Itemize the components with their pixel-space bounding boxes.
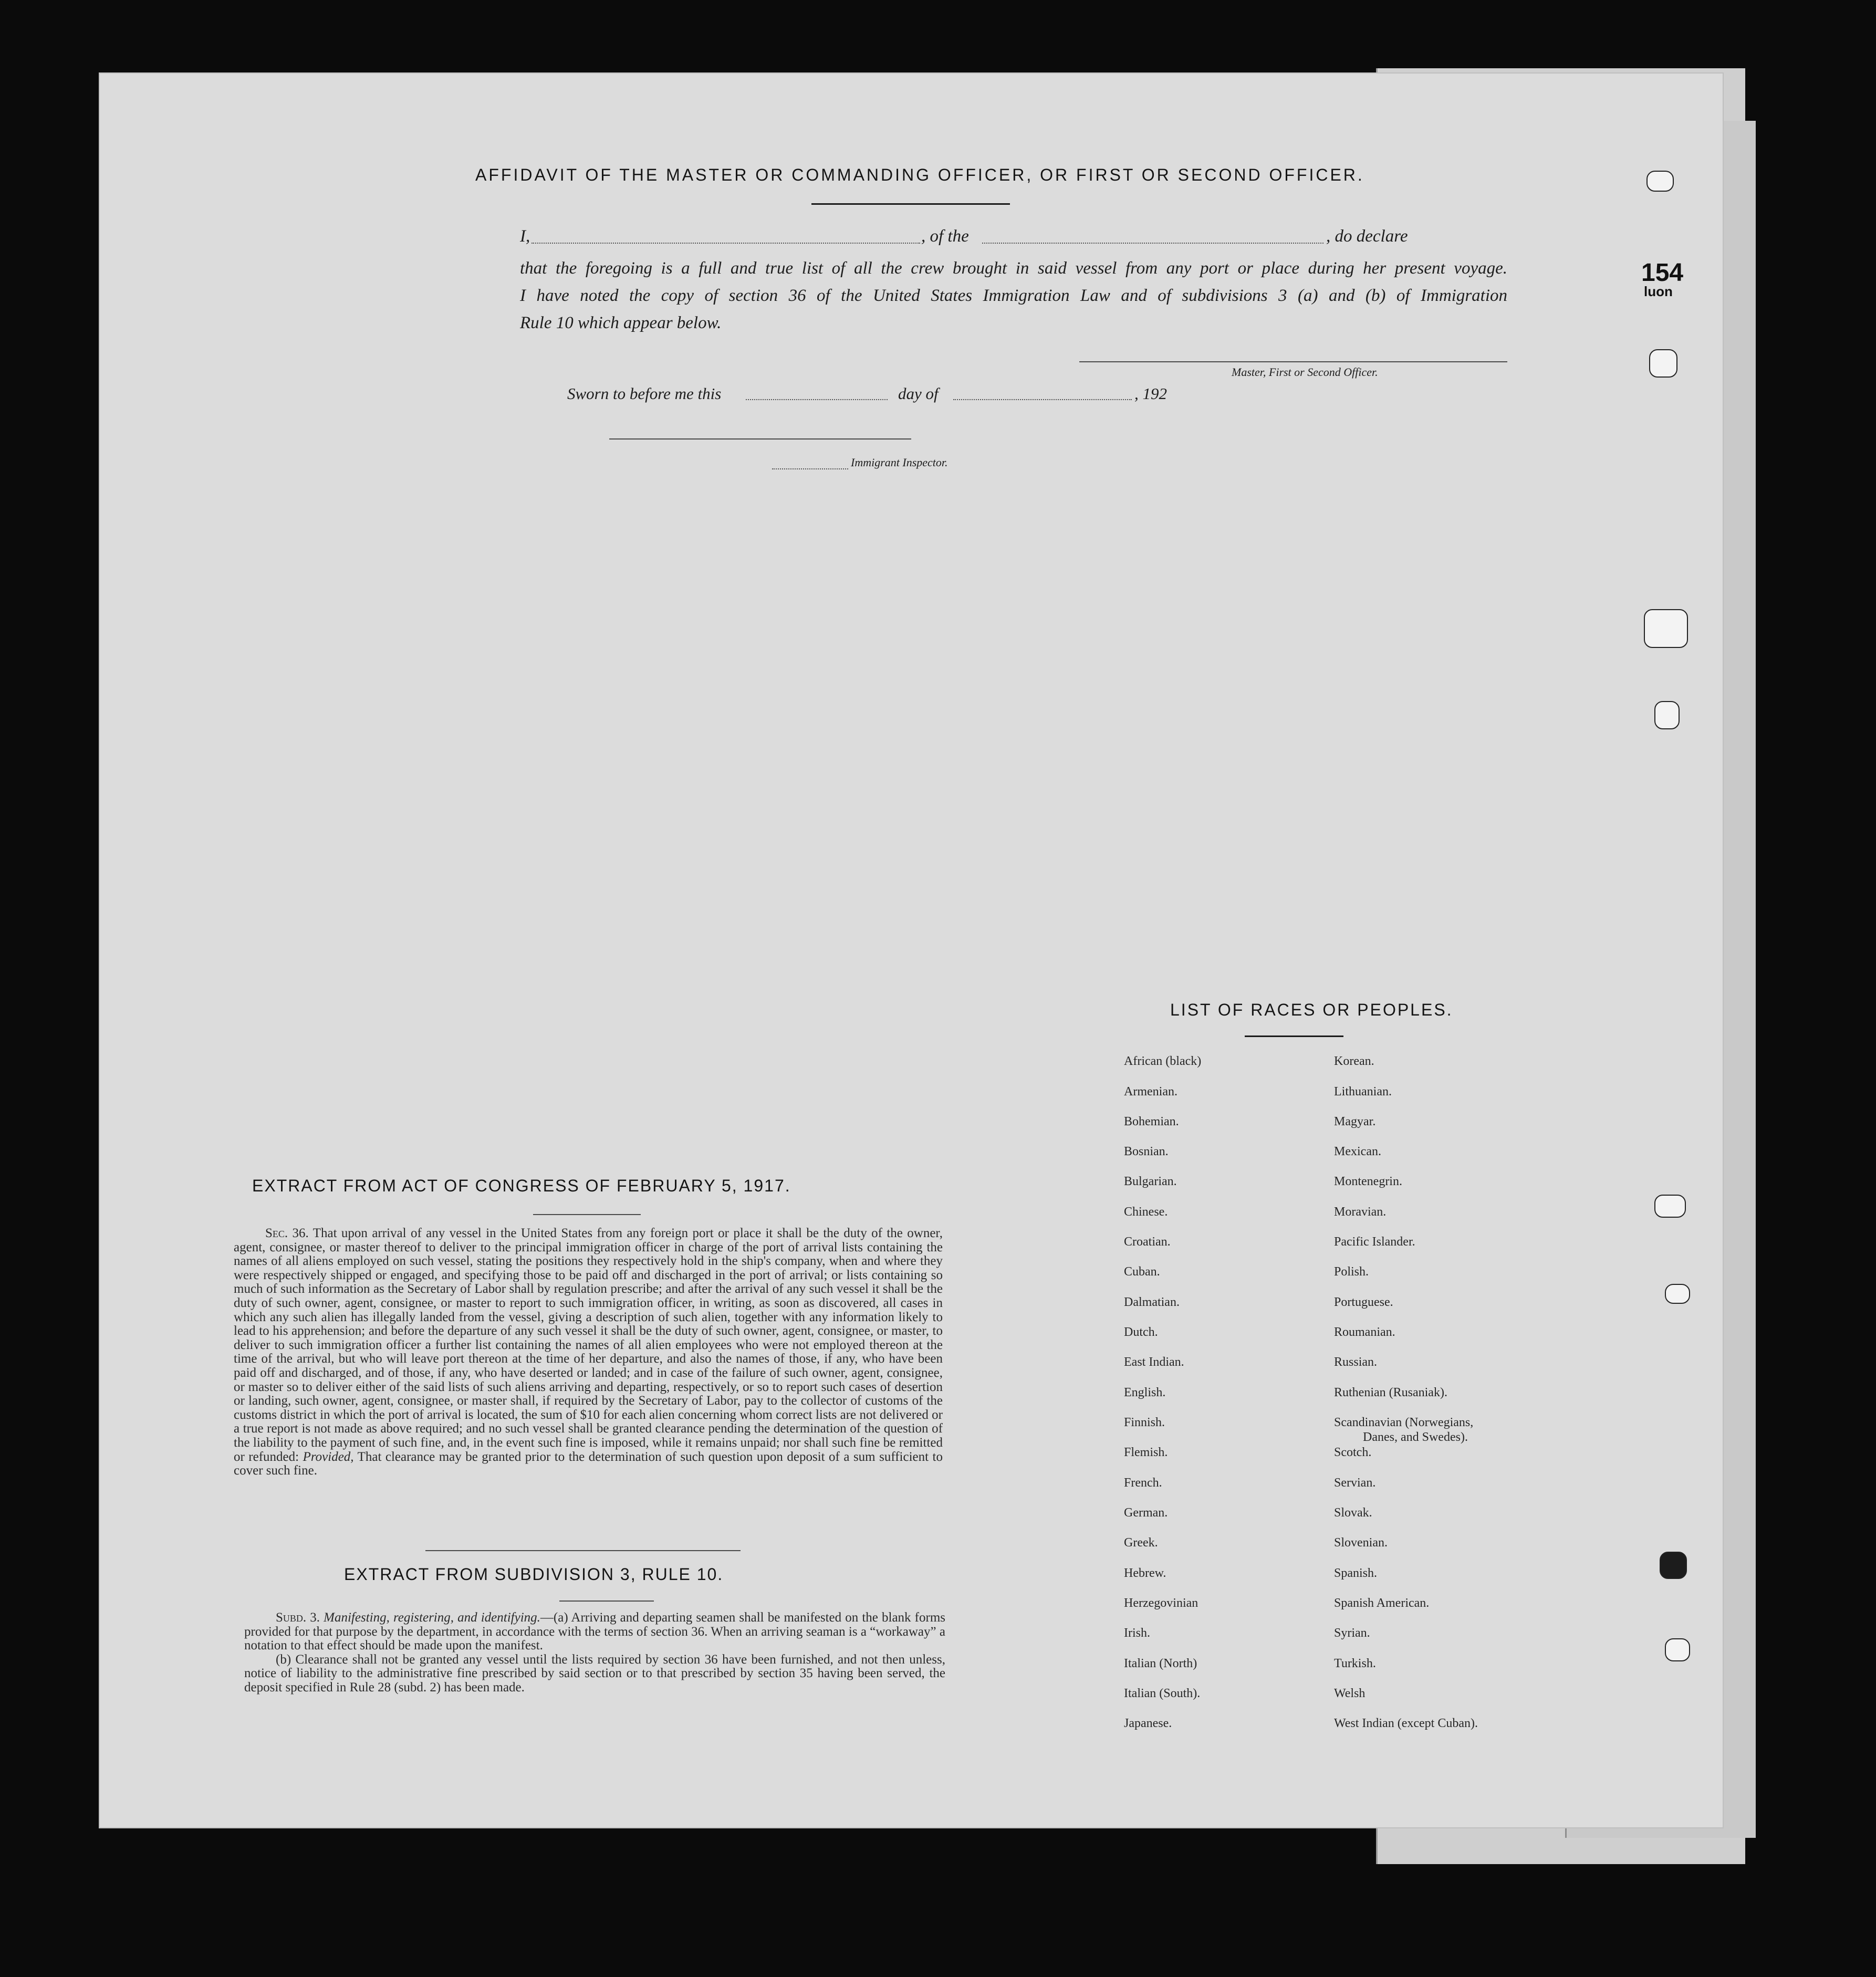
subd-label: Subd. 3. (276, 1611, 320, 1625)
affidavit-line3: I have noted the copy of section 36 of the United States Immigration Law and of subdivisions 3 (a) and (b) of Immigration (520, 286, 1507, 305)
race-item: French. (1124, 1476, 1162, 1490)
affidavit-declare: , do declare (1326, 227, 1408, 246)
race-item: Dutch. (1124, 1325, 1158, 1339)
race-item: Finnish. (1124, 1416, 1165, 1429)
master-signature-line[interactable] (1079, 361, 1507, 362)
race-item: Italian (North) (1124, 1657, 1197, 1670)
paragraph-b: (b) Clearance shall not be granted any vessel until the lists required by section 36 have been furnished, and not then unless, notice of liability to the administrative fine prescribed by said section or to that prescribed by section 35 having been served, the deposit specified in Rule 28 (subd. 2) has been made. (244, 1652, 945, 1694)
race-item: Syrian. (1334, 1626, 1370, 1640)
race-item: Montenegrin. (1334, 1175, 1402, 1188)
race-item: Bulgarian. (1124, 1175, 1177, 1188)
inspector-signature-line[interactable] (609, 438, 911, 440)
race-item: Roumanian. (1334, 1325, 1395, 1339)
affidavit-line2: that the foregoing is a full and true list of all the crew brought in said vessel from any port or place during her present voyage. (520, 259, 1507, 278)
master-caption: Master, First or Second Officer. (1232, 365, 1378, 379)
sworn-day-blank[interactable] (746, 399, 888, 400)
extract-rule-rule (559, 1601, 654, 1602)
binding-clip (1654, 701, 1680, 729)
race-item: Japanese. (1124, 1717, 1172, 1730)
section-36-text (234, 1227, 943, 1615)
affidavit-of-the: , of the (921, 227, 969, 246)
rule-10-text (244, 1611, 945, 1737)
page-number: 154 (1641, 259, 1684, 287)
race-item: Greek. (1124, 1536, 1158, 1550)
race-item: Ruthenian (Rusaniak). (1334, 1386, 1447, 1399)
sworn-line (567, 384, 1182, 405)
race-item: Flemish. (1124, 1446, 1168, 1459)
race-item: Chinese. (1124, 1205, 1168, 1219)
vessel-blank[interactable] (982, 243, 1323, 244)
race-item: Moravian. (1334, 1205, 1387, 1219)
races-title-rule (1245, 1035, 1343, 1037)
race-item: Bohemian. (1124, 1115, 1179, 1128)
sec-tail: That clearance may be granted prior to the determination of such question upon deposit of a sum sufficient to cover such fine. (234, 1449, 943, 1478)
affidavit-title: AFFIDAVIT OF THE MASTER OR COMMANDING OFFICER, OR FIRST OR SECOND OFFICER. (475, 165, 1364, 184)
sworn-year: , 192 (1134, 384, 1167, 403)
race-item: African (black) (1124, 1054, 1202, 1068)
race-item: East Indian. (1124, 1355, 1184, 1369)
race-item: German. (1124, 1506, 1168, 1520)
race-item: Portuguese. (1334, 1295, 1393, 1309)
subd-body: —(a) Arriving and departing seamen shall be manifested on the blank forms provided for that purpose by the department, in accordance with the terms of section 36. When an arriving seaman is a “workaway” a notation to that effect should be made upon the manifest. (244, 1611, 945, 1653)
race-item: Welsh (1334, 1687, 1366, 1700)
race-item: Mexican. (1334, 1145, 1381, 1158)
race-item: Spanish American. (1334, 1596, 1430, 1610)
subd-heading: Manifesting, registering, and identifying. (324, 1611, 540, 1625)
page-number-sub: luon (1644, 284, 1673, 299)
binding-clip (1644, 609, 1688, 648)
race-item-continuation: Danes, and Swedes). (1363, 1430, 1468, 1444)
name-blank[interactable] (531, 243, 920, 244)
race-item: Irish. (1124, 1626, 1150, 1640)
affidavit-i: I, (520, 227, 530, 246)
affidavit-line4: Rule 10 which appear below. (520, 313, 722, 332)
inspector-prefix-blank (772, 468, 848, 469)
race-item: Scandinavian (Norwegians, (1334, 1416, 1474, 1429)
binding-clip (1646, 171, 1674, 192)
race-item: Croatian. (1124, 1235, 1171, 1249)
affidavit-line1 (520, 227, 1507, 250)
race-item: English. (1124, 1386, 1166, 1399)
binding-clip (1649, 349, 1677, 378)
inspector-caption: Immigrant Inspector. (851, 456, 948, 469)
extract-rule-title: EXTRACT FROM SUBDIVISION 3, RULE 10. (344, 1565, 724, 1584)
provided-term: Provided, (303, 1449, 354, 1464)
race-item: Dalmatian. (1124, 1295, 1180, 1309)
race-item: Russian. (1334, 1355, 1378, 1369)
race-item: Lithuanian. (1334, 1085, 1392, 1099)
extract-act-rule (533, 1214, 641, 1215)
sworn-day-of: day of (898, 384, 939, 403)
race-item: Spanish. (1334, 1566, 1378, 1580)
race-item: Slovak. (1334, 1506, 1372, 1520)
race-item: Polish. (1334, 1265, 1369, 1279)
race-item: Korean. (1334, 1054, 1374, 1068)
sec-label: Sec. 36. (265, 1227, 309, 1240)
sworn-month-blank[interactable] (953, 399, 1132, 400)
race-item: Servian. (1334, 1476, 1376, 1490)
binding-clip (1654, 1195, 1686, 1218)
manifest-page (100, 74, 1723, 1827)
race-item: Herzegovinian (1124, 1596, 1198, 1610)
sec-body: That upon arrival of any vessel in the United States from any foreign port or place it shall be the duty of the owner, agent, consignee, or master thereof to deliver to the principal immigration officer in charge of the port of arrival lists containing the names of all aliens employed on such vessel, stating the positions they respectively hold in the ship's company, when and where they were respectively shipped or engaged, and specifying those to be paid off and discharged in the port of arrival; or lists containing so much of such information as the Secretary of Labor shall by regulation prescribe; and after the arrival of any such vessel it shall be the duty of such owner, agent, consignee, or master to report to such immigration officer, in writing, as soon as discovered, all cases in which any such alien has illegally landed from the vessel, giving a description of such alien, together with any information likely to lead to his apprehension; and before the departure of any such vessel it shall be the duty of such owner, agent, consignee, or master, to deliver to such immigration officer a further list containing the names of all alien employees who were not employed thereon at the time of the arrival, but who will leave port thereon at the time of her departure, and also the names of those, if any, who have been paid off and discharged, and of those, if any, who have deserted or landed; and in case of the failure of such owner, agent, consignee, or master so to deliver either of the said lists of such aliens arriving and departing, respectively, or so to report such cases of desertion or landing, such owner, agent, consignee, or master shall, if required by the Secretary of Labor, pay to the collector of customs of the customs district in which the port of arrival is located, the sum of $10 for each alien concerning whom correct lists are not delivered or a true report is not made as above required; and no such vessel shall be granted clearance pending the determination of the question of the liability to the payment of such fine, and, in the event such fine is imposed, while it remains unpaid; nor shall such fine be remitted or refunded: (234, 1227, 943, 1464)
affidavit-title-rule (811, 203, 1010, 205)
race-item: Cuban. (1124, 1265, 1160, 1279)
extract-act-title: EXTRACT FROM ACT OF CONGRESS OF FEBRUARY 5, 1917. (252, 1176, 791, 1195)
race-item: Hebrew. (1124, 1566, 1166, 1580)
binding-clip (1665, 1638, 1690, 1661)
race-item: Scotch. (1334, 1446, 1372, 1459)
races-title: LIST OF RACES OR PEOPLES. (1170, 1000, 1453, 1019)
race-item: Bosnian. (1124, 1145, 1169, 1158)
race-item: Turkish. (1334, 1657, 1376, 1670)
race-item: Pacific Islander. (1334, 1235, 1415, 1249)
race-item: Magyar. (1334, 1115, 1376, 1128)
race-item: Armenian. (1124, 1085, 1177, 1099)
race-item: Slovenian. (1334, 1536, 1388, 1550)
binding-clip (1665, 1284, 1690, 1304)
binding-clip (1660, 1552, 1687, 1579)
race-item: Italian (South). (1124, 1687, 1201, 1700)
section-divider (425, 1550, 741, 1551)
sworn-prefix: Sworn to before me this (567, 384, 722, 403)
race-item: West Indian (except Cuban). (1334, 1717, 1478, 1730)
